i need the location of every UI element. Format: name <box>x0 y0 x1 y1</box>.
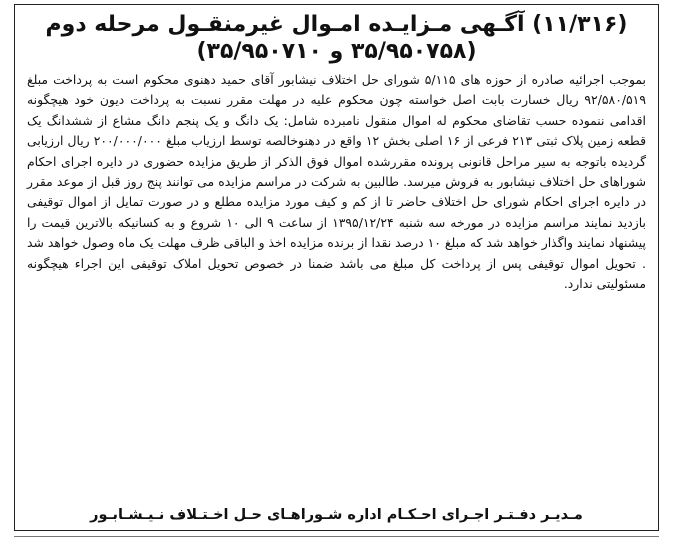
bottom-divider <box>14 536 659 537</box>
signature-line: مـدیـر دفـتـر اجـرای احـکـام اداره شـوراهـای حـل اخـتـلاف نـیـشـابـور <box>90 507 583 523</box>
notice-body: بموجب اجرائیه صادره از حوزه های ۵/۱۱۵ شورای حل اختلاف نیشابور آقای حمید دهنوی محکوم است به پرداخت مبلغ ۹۲/۵۸۰/۵۱۹ ریال خسارت بابت اصل خواسته چون محکوم علیه در مهلت مقرر نسبت به پرداخت دیون خود هیچگونه اقدامی ننموده حسب تقاضای محکوم له اموال منقول نامبرده شامل: یک دانگ و یک پنجم دانگ مشاع از ششدانگ یک قطعه زمین پلاک ثبتی ۲۱۳ فرعی از ۱۶ اصلی بخش ۱۲ واقع در دهنوخالصه توسط ارزیاب مبلغ ۲۰۰/۰۰۰/۰۰۰ ریال ارزیابی گردیده باتوجه به سیر مراحل قانونی پرونده مقررشده اموال فوق الذکر از طریق مزایده حضوری در دایره اجرای احکام شوراهای حل اختلاف نیشابور به فروش میرسد. طالبین به شرکت در مراسم مزایده می توانند پنج روز قبل از موعد مقرر در دایره اجرای احکام شورای حل اختلاف حاضر تا از کم و کیف مورد مزایده مطلع و در صورت تمایل از اموال توقیفی بازدید نمایند مراسم مزایده در مورخه سه شنبه ۱۳۹۵/۱۲/۲۴ از ساعت ۹ الی ۱۰ شروع و به کسانیکه بالاترین قیمت را پیشنهاد نمایند واگذار خواهد شد که مبلغ ۱۰ درصد نقدا از برنده مزایده اخذ و الباقی ظرف مهلت یک ماه وصول خواهد شد . تحویل اموال توقیفی پس از پرداخت کل مبلغ می باشد ضمنا در خصوص تحویل املاک توقیفی این اجراء هیچگونه مسئولیتی ندارد. <box>27 72 646 292</box>
notice-title: (۱۱/۳۱۶) آگـهی مـزایـده امـوال غیرمنقـول مرحله دوم <box>45 12 628 37</box>
case-numbers: (۳۵/۹۵۰۷۵۸ و ۳۵/۹۵۰۷۱۰) <box>196 39 477 64</box>
notice-frame <box>14 4 659 531</box>
